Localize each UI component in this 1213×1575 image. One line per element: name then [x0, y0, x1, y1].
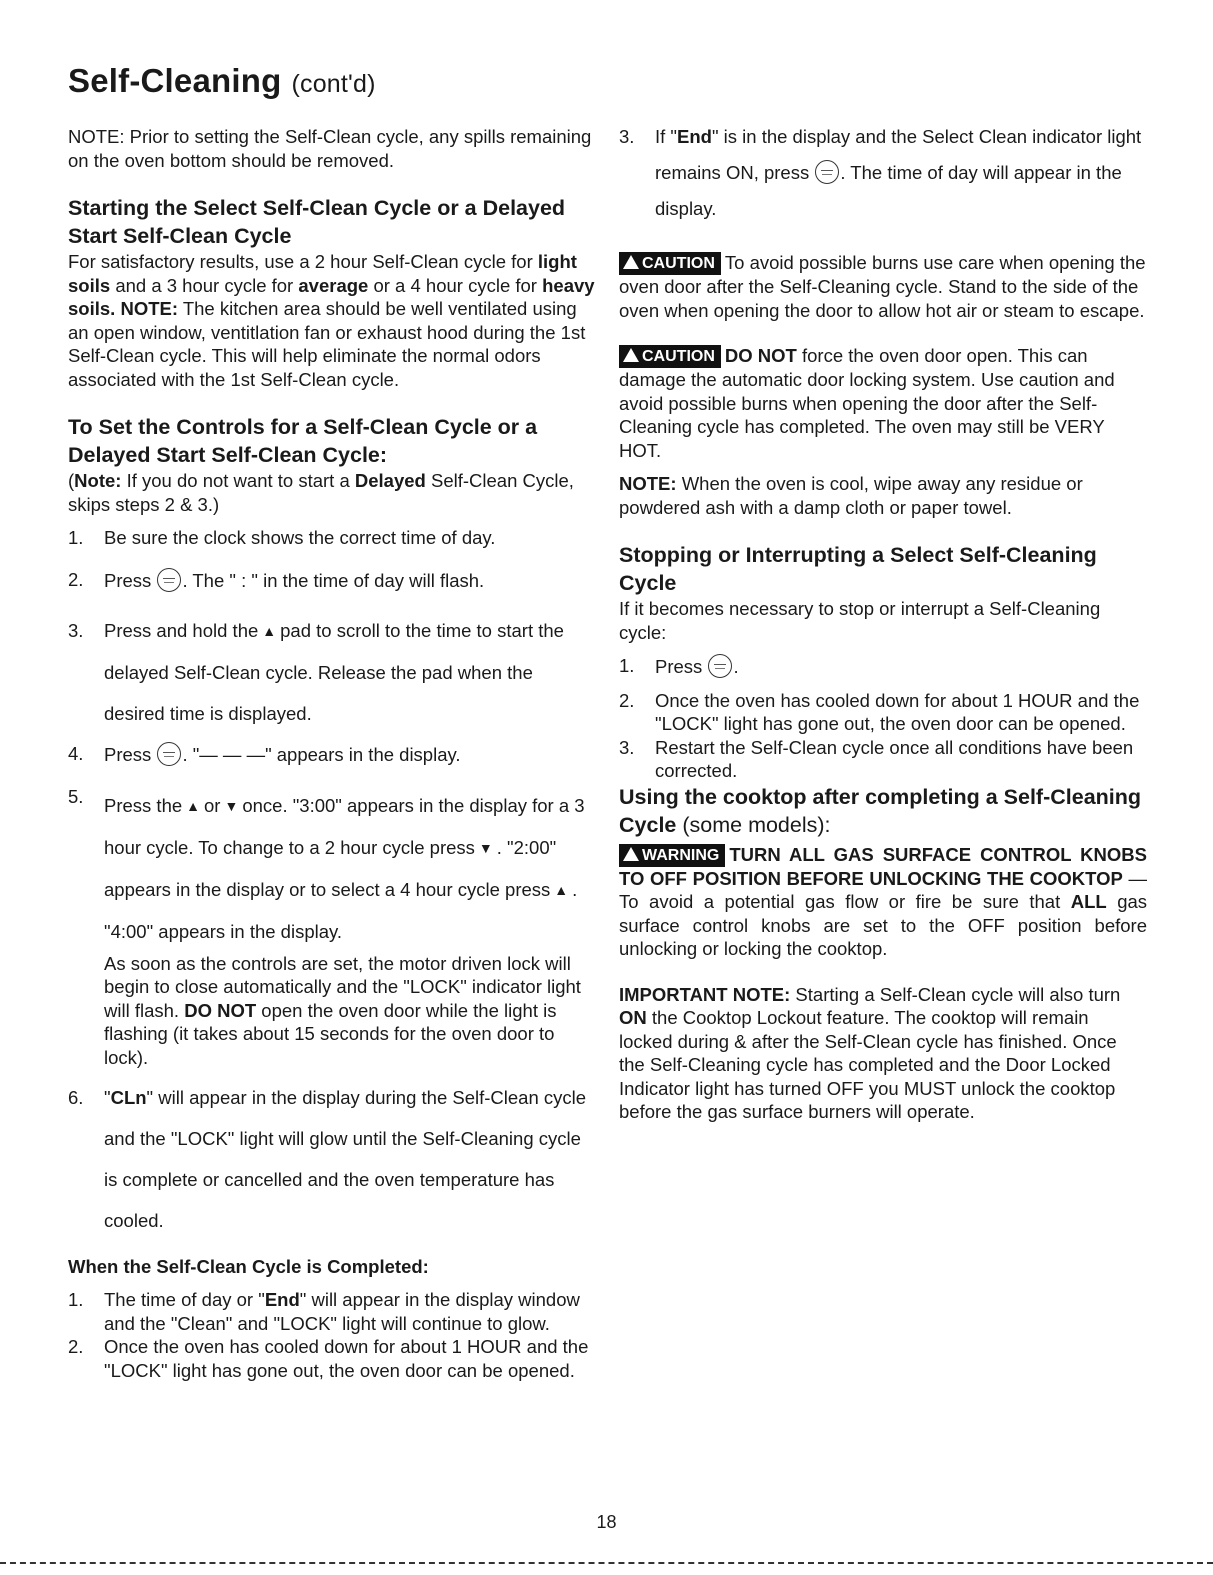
title-text: Self-Cleaning [68, 62, 282, 99]
emphasis: IMPORTANT NOTE: [619, 983, 791, 1005]
step-number: 4. [68, 743, 84, 764]
text: and a 3 hour cycle for [115, 274, 294, 296]
step-number: 2. [619, 689, 635, 711]
text: Press [104, 569, 152, 591]
text: . The " : " in the time of day will flash. [182, 569, 485, 591]
text: or a 4 hour cycle for [373, 274, 537, 296]
emphasis: heavy soils. [68, 274, 595, 319]
caution-burns [619, 251, 1147, 322]
emphasis: light soils [68, 251, 577, 296]
text: Starting a Self-Clean cycle will also turn [795, 983, 1121, 1005]
emphasis: TURN ALL GAS SURFACE CONTROL KNOBS TO OFF POSITION BEFORE UNLOCKING THE COOKTOP [619, 843, 1147, 889]
text: Press and hold the [104, 620, 259, 641]
badge-label: WARNING [642, 846, 720, 864]
emphasis: CLn [110, 1087, 147, 1108]
emphasis: DO NOT [184, 999, 257, 1021]
step-number: 6. [68, 1087, 84, 1108]
text: ( [68, 470, 75, 491]
page-number: 18 [596, 1512, 617, 1532]
text: Self-Clean Cycle, skips steps 2 & 3.) [68, 470, 574, 515]
down-arrow-pad-icon: ▼ [224, 797, 239, 814]
text: " [104, 1087, 111, 1108]
skip-steps-note [68, 469, 596, 516]
text: Press [655, 656, 703, 677]
text: . "2:00" appears in the display or to select a 4 hour cycle press [104, 836, 557, 900]
completed-steps [68, 1288, 596, 1382]
emphasis: ON [619, 1007, 647, 1028]
section-heading-cooktop [619, 783, 1147, 839]
warning-triangle-icon [623, 847, 639, 861]
step-number: 1. [68, 527, 84, 548]
emphasis: End [264, 1289, 300, 1310]
step-five-instructions [104, 785, 596, 952]
emphasis: average [298, 274, 369, 296]
heading-suffix: (some models): [682, 812, 831, 837]
section-heading-stopping: Stopping or Interrupting a Select Self-Cleaning Cycle [619, 543, 1097, 595]
list-item [68, 610, 596, 734]
text: . "4:00" appears in the display. [104, 878, 578, 942]
text: Once the oven has cooled down for about 1 HOUR and the "LOCK" light has gone out, the oven door can be opened. [104, 1336, 589, 1381]
text: Once the oven has cooled down for about 1 HOUR and the "LOCK" light has gone out, the oven door can be opened. [655, 689, 1140, 734]
section-heading-starting: Starting the Select Self-Clean Cycle or a Delayed Start Self-Clean Cycle [68, 196, 566, 248]
left-column [68, 125, 596, 1382]
down-arrow-pad-icon: ▼ [478, 839, 493, 856]
emphasis: NOTE: [120, 298, 179, 319]
up-arrow-pad-icon: ▲ [554, 881, 569, 898]
warning-triangle-icon [623, 255, 639, 269]
text: Be sure the clock shows the correct time of day. [104, 527, 496, 548]
stopping-intro: If it becomes necessary to stop or interrupt a Self-Cleaning cycle: [619, 598, 1101, 643]
important-note [619, 983, 1147, 1124]
emphasis: Delayed [354, 470, 426, 491]
step-number: 1. [68, 1289, 84, 1310]
cooktop-warning [619, 843, 1147, 961]
text: Press [104, 744, 152, 765]
text: pad to scroll to the time to start the delayed Self-Clean cycle. Release the pad when the desired time is displayed. [104, 620, 564, 724]
list-item [68, 526, 596, 550]
step-number: 3. [619, 126, 635, 147]
warning-triangle-icon [623, 348, 639, 362]
list-item [68, 1077, 596, 1241]
text: . The time of day will appear in the display. [655, 162, 1122, 219]
step-number: 1. [619, 655, 635, 676]
stop-clear-pad-icon [815, 160, 839, 184]
end-display-step [619, 119, 1147, 227]
text: To avoid possible burns use care when opening the oven door after the Self-Cleaning cycle. Stand to the side of the oven when opening the door to allow hot air or steam to escape. [619, 252, 1146, 321]
badge-label: CAUTION [642, 255, 715, 272]
starting-paragraph [68, 250, 596, 391]
title-suffix: (cont'd) [291, 70, 376, 98]
caution-badge [619, 252, 721, 275]
text: " is in the display and the Select Clean indicator light remains ON, press [655, 126, 1142, 183]
caution-badge [619, 345, 721, 368]
up-arrow-pad-icon: ▲ [186, 797, 201, 814]
text: — To avoid a potential gas flow or fire be sure that [619, 867, 1147, 912]
text: For satisfactory results, use a 2 hour Self-Clean cycle for [68, 251, 533, 272]
step-number: 2. [68, 1336, 84, 1357]
emphasis: DO NOT [724, 345, 797, 366]
text: or [204, 794, 221, 816]
step-number: 3. [68, 620, 84, 641]
text: The kitchen area should be well ventilated using an open window, ventitlation fan or exhaust hood during the 1st Self-Clean cycle. This will help eliminate the normal odors associated with the 1st Self-Clean cycle. [68, 298, 586, 390]
text: . "— — —" appears in the display. [182, 744, 461, 765]
stop-clear-pad-icon [708, 654, 732, 678]
list-item [68, 785, 596, 1070]
list-item: 1. Press . [619, 655, 739, 677]
prior-note: NOTE: Prior to setting the Self-Clean cycle, any spills remaining on the oven bottom should be removed. [68, 126, 592, 171]
text: If you do not want to start a [126, 470, 350, 491]
emphasis: Note: [74, 470, 122, 491]
step-number: 5. [68, 785, 84, 807]
section-heading-completed: When the Self-Clean Cycle is Completed: [68, 1256, 429, 1277]
step-five-lock-note [104, 952, 596, 1070]
text: the Cooktop Lockout feature. The cooktop will remain locked during & after the Self-Clean cycle has finished. Once the Self-Cleaning cycle has completed and the Door Locked Indicator light has turned OFF you MUST unlock the cooktop before the gas surface burners will operate. [619, 1007, 1117, 1122]
list-item [68, 568, 596, 593]
text: If " [655, 126, 677, 147]
text: When the oven is cool, wipe away any residue or powdered ash with a damp cloth or paper towel. [619, 473, 1083, 518]
ash-note [619, 472, 1147, 519]
badge-label: CAUTION [642, 348, 715, 365]
text: The time of day or " [104, 1289, 265, 1310]
delay-start-pad-icon [157, 568, 181, 592]
text: open the oven door while the light is flashing (it takes about 15 seconds for the oven door to lock). [104, 999, 557, 1068]
heading-text: Using the cooktop after completing a Self-Cleaning Cycle [619, 784, 1142, 837]
list-item [68, 1335, 596, 1382]
text: " will appear in the display during the Self-Clean cycle and the "LOCK" light will glow until the Self-Cleaning cycle is complete or cancelled and the oven temperature has cooled. [104, 1087, 587, 1231]
list-item [68, 742, 596, 767]
list-item [619, 689, 1147, 736]
list-item [619, 736, 1147, 783]
right-column [619, 125, 1147, 1124]
emphasis: ALL [1070, 891, 1107, 912]
emphasis: NOTE: [619, 473, 677, 494]
text: As soon as the controls are set, the motor driven lock will begin to close automatically and the "LOCK" indicator light will flash. [104, 952, 581, 1021]
text: Restart the Self-Clean cycle once all conditions have been corrected. [655, 736, 1134, 781]
list-item [619, 119, 1147, 227]
text: force the oven door open. This can damage the automatic door locking system. Use caution and avoid possible burns when opening the door after the Self-Cleaning cycle has completed. The oven may still be VERY HOT. [619, 345, 1115, 461]
text: Press the [104, 794, 183, 816]
text: once. "3:00" appears in the display for a 3 hour cycle. To change to a 2 hour cycle press [104, 794, 585, 858]
page-title [68, 62, 376, 100]
bottom-divider [0, 1562, 1213, 1564]
caution-force-door [619, 344, 1147, 462]
section-heading-set-controls: To Set the Controls for a Self-Clean Cycle or a Delayed Start Self-Clean Cycle: [68, 415, 538, 467]
warning-badge [619, 844, 725, 867]
text: gas surface control knobs are set to the OFF position before unlocking or locking the cooktop. [619, 891, 1148, 959]
set-controls-steps [68, 526, 596, 1241]
emphasis: End [677, 126, 712, 147]
step-number: 3. [619, 736, 635, 758]
stopping-steps [619, 654, 1147, 783]
step-number: 2. [68, 568, 84, 590]
up-arrow-pad-icon: ▲ [262, 623, 277, 639]
select-clean-pad-icon [157, 742, 181, 766]
list-item [68, 1288, 596, 1335]
text: " will appear in the display window and the "Clean" and "LOCK" light will continue to glow. [104, 1289, 580, 1334]
